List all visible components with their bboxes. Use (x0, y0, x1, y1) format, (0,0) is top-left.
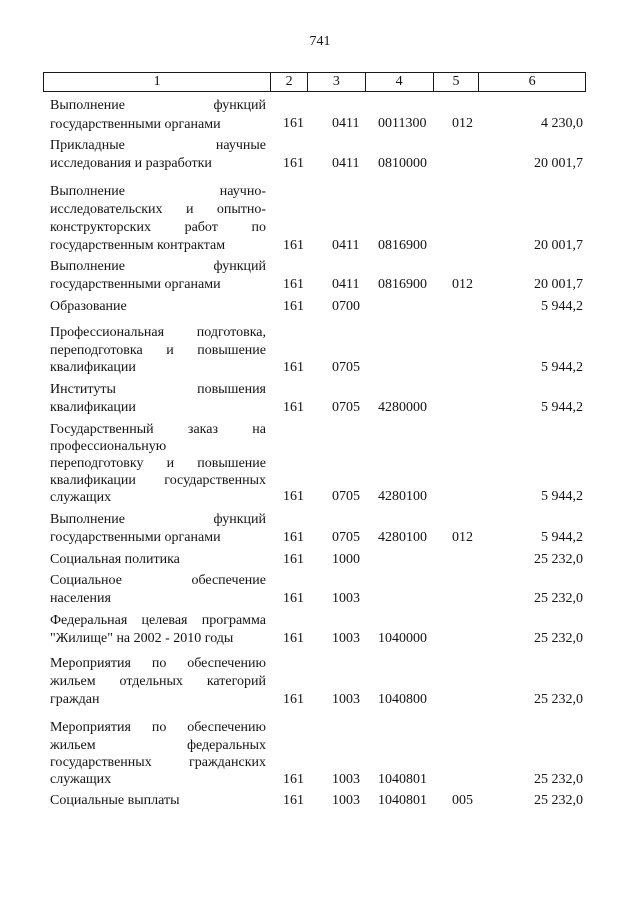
ministry-code: 161 (283, 772, 304, 787)
expense-type-code: 005 (452, 793, 473, 808)
row-description (50, 324, 266, 377)
description-line: граждан (50, 692, 100, 707)
section-code: 1003 (332, 793, 360, 808)
description-line: Институты повышения (50, 382, 266, 397)
ministry-code: 161 (283, 238, 304, 253)
ministry-code: 161 (283, 692, 304, 707)
section-code: 1003 (332, 631, 360, 646)
section-code: 0705 (332, 530, 360, 545)
target-article-code: 1040801 (378, 772, 427, 787)
description-line: Выполнение научно- (50, 184, 266, 199)
amount: 25 232,0 (534, 552, 583, 567)
amount: 25 232,0 (534, 631, 583, 646)
section-code: 0411 (332, 116, 360, 131)
description-line: Социальное обеспечение (50, 573, 266, 588)
section-code: 0705 (332, 360, 360, 375)
section-code: 0411 (332, 277, 360, 292)
row-description (50, 551, 266, 569)
target-article-code: 4280100 (378, 530, 427, 545)
description-line: Образование (50, 299, 127, 314)
section-code: 1000 (332, 552, 360, 567)
header-col-2: 2 (271, 73, 308, 91)
row-description (50, 258, 266, 294)
table-header-row (43, 72, 586, 92)
amount: 5 944,2 (541, 360, 583, 375)
description-line: квалификации (50, 360, 136, 376)
row-description (50, 655, 266, 709)
row-description (50, 511, 266, 547)
target-article-code: 0011300 (378, 116, 427, 131)
header-col-4: 4 (366, 73, 434, 91)
amount: 5 944,2 (541, 489, 583, 504)
description-line: служащих (50, 489, 112, 505)
row-description (50, 298, 266, 316)
description-line: Мероприятия по обеспечению (50, 656, 266, 671)
header-col-1: 1 (44, 73, 271, 91)
ministry-code: 161 (283, 277, 304, 292)
description-line: государственными органами (50, 277, 221, 292)
ministry-code: 161 (283, 793, 304, 808)
ministry-code: 161 (283, 631, 304, 646)
amount: 25 232,0 (534, 692, 583, 707)
target-article-code: 4280000 (378, 400, 427, 415)
target-article-code: 1040800 (378, 692, 427, 707)
description-line: квалификации государственных (50, 472, 266, 488)
description-line: государственными органами (50, 116, 221, 132)
ministry-code: 161 (283, 360, 304, 375)
description-line: Социальная политика (50, 552, 180, 567)
ministry-code: 161 (283, 552, 304, 567)
expense-type-code: 012 (452, 116, 473, 131)
amount: 25 232,0 (534, 793, 583, 808)
ministry-code: 161 (283, 400, 304, 415)
expense-type-code: 012 (452, 277, 473, 292)
amount: 25 232,0 (534, 591, 583, 606)
target-article-code: 0816900 (378, 277, 427, 292)
description-line: населения (50, 591, 111, 606)
ministry-code: 161 (283, 591, 304, 606)
ministry-code: 161 (283, 156, 304, 171)
description-line: жильем федеральных (50, 737, 266, 753)
section-code: 0411 (332, 156, 360, 171)
amount: 5 944,2 (541, 530, 583, 545)
amount: 4 230,0 (541, 116, 583, 131)
section-code: 0705 (332, 400, 360, 415)
description-line: Выполнение функций (50, 97, 266, 113)
amount: 5 944,2 (541, 299, 583, 314)
section-code: 1003 (332, 692, 360, 707)
description-line: Социальные выплаты (50, 793, 180, 808)
description-line: исследования и разработки (50, 156, 212, 171)
target-article-code: 1040801 (378, 793, 427, 808)
description-line: государственными органами (50, 530, 221, 545)
header-col-5: 5 (434, 73, 480, 91)
description-line: профессиональную (50, 438, 167, 454)
row-description (50, 421, 266, 506)
header-col-6: 6 (528, 74, 536, 89)
row-description (50, 183, 266, 255)
section-code: 0411 (332, 238, 360, 253)
description-line: Мероприятия по обеспечению (50, 720, 266, 736)
expense-type-code: 012 (452, 530, 473, 545)
description-line: Прикладные научные (50, 138, 266, 153)
section-code: 1003 (332, 772, 360, 787)
target-article-code: 0816900 (378, 238, 427, 253)
amount: 5 944,2 (541, 400, 583, 415)
description-line: государственным контрактам (50, 238, 226, 253)
row-description (50, 572, 266, 608)
section-code: 0700 (332, 299, 360, 314)
target-article-code: 4280100 (378, 489, 427, 504)
description-line: жильем отдельных категорий (50, 674, 266, 689)
ministry-code: 161 (283, 116, 304, 131)
amount: 25 232,0 (534, 772, 583, 787)
target-article-code: 0810000 (378, 156, 427, 171)
description-line: Государственный заказ на (50, 421, 266, 437)
row-description (50, 612, 266, 648)
description-line: переподготовка и повышение (50, 342, 266, 358)
description-line: Профессиональная подготовка, (50, 325, 266, 341)
section-code: 1003 (332, 591, 360, 606)
row-description (50, 719, 266, 788)
amount: 20 001,7 (534, 156, 583, 171)
description-line: переподготовку и повышение (50, 455, 266, 471)
header-col-3: 3 (308, 73, 366, 91)
row-description (50, 792, 266, 810)
row-description (50, 381, 266, 417)
row-description (50, 96, 266, 134)
description-line: Выполнение функций (50, 259, 266, 274)
description-line: "Жилище" на 2002 - 2010 годы (50, 631, 234, 646)
amount: 20 001,7 (534, 277, 583, 292)
row-description (50, 137, 266, 173)
section-code: 0705 (332, 489, 360, 504)
description-line: исследовательских и опытно- (50, 202, 266, 217)
description-line: государственных гражданских (50, 754, 266, 770)
page-number: 741 (309, 34, 331, 49)
target-article-code: 1040000 (378, 631, 427, 646)
description-line: Федеральная целевая программа (50, 613, 266, 628)
description-line: квалификации (50, 400, 136, 415)
description-line: Выполнение функций (50, 512, 266, 527)
amount: 20 001,7 (534, 238, 583, 253)
ministry-code: 161 (283, 489, 304, 504)
ministry-code: 161 (283, 530, 304, 545)
description-line: служащих (50, 772, 112, 788)
ministry-code: 161 (283, 299, 304, 314)
description-line: конструкторских работ по (50, 220, 266, 235)
